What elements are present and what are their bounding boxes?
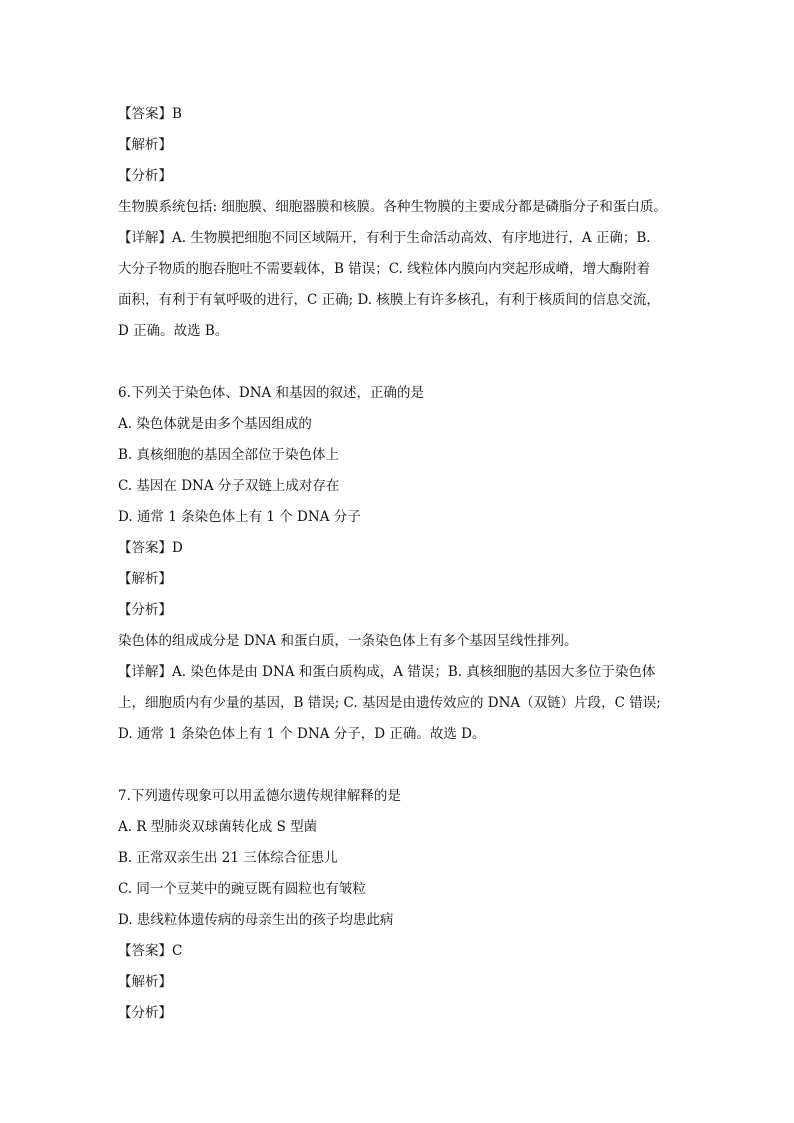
detail-line: 【详解】A. 染色体是由 DNA 和蛋白质构成，A 错误；B. 真核细胞的基因大多位于染色体: [118, 664, 656, 680]
detail-line: 【详解】A. 生物膜把细胞不同区域隔开，有利于生命活动高效、有序地进行，A 正确；B.: [118, 230, 651, 246]
analysis-heading: 【解析】: [118, 571, 172, 587]
option-c: C. 基因在 DNA 分子双链上成对存在: [118, 478, 340, 494]
detail-line: 面积，有利于有氧呼吸的进行，C 正确; D. 核膜上有许多核孔，有利于核质间的信息交流，: [118, 292, 660, 308]
option-d: D. 通常 1 条染色体上有 1 个 DNA 分子: [118, 509, 361, 525]
document-content: [118, 99, 678, 1029]
option-b: B. 正常双亲生出 21 三体综合征患儿: [118, 850, 338, 866]
question-stem: 6.下列关于染色体、DNA 和基因的叙述，正确的是: [118, 385, 425, 401]
detail-paragraph: [118, 657, 678, 750]
option-c: C. 同一个豆荚中的豌豆既有圆粒也有皱粒: [118, 881, 366, 897]
fenxi-text: 染色体的组成成分是 DNA 和蛋白质，一条染色体上有多个基因呈线性排列。: [118, 633, 578, 649]
analysis-heading: 【解析】: [118, 137, 172, 153]
answer-line: 【答案】D: [118, 540, 183, 556]
detail-line: D. 通常 1 条染色体上有 1 个 DNA 分子，D 正确。故选 D。: [118, 726, 486, 742]
question-stem: 7.下列遗传现象可以用孟德尔遗传规律解释的是: [118, 788, 401, 804]
fenxi-text: 生物膜系统包括: 细胞膜、细胞器膜和核膜。各种生物膜的主要成分都是磷脂分子和蛋白质。: [118, 199, 667, 215]
question-5-solution: [118, 99, 678, 347]
detail-line: D 正确。故选 B。: [118, 323, 229, 339]
fenxi-heading: 【分析】: [118, 602, 172, 618]
analysis-heading: 【解析】: [118, 974, 172, 990]
question-7: [118, 781, 678, 1029]
spacer: [118, 750, 678, 781]
option-a: A. R 型肺炎双球菌转化成 S 型菌: [118, 819, 318, 835]
option-b: B. 真核细胞的基因全部位于染色体上: [118, 447, 340, 463]
answer-line: 【答案】B: [118, 106, 182, 122]
detail-line: 大分子物质的胞吞胞吐不需要载体，B 错误；C. 线粒体内膜向内突起形成嵴，增大酶附着: [118, 261, 651, 277]
option-d: D. 患线粒体遗传病的母亲生出的孩子均患此病: [118, 912, 394, 928]
fenxi-heading: 【分析】: [118, 1005, 172, 1021]
detail-line: 上，细胞质内有少量的基因，B 错误; C. 基因是由遗传效应的 DNA（双链）片段，C 错误;: [118, 695, 661, 711]
fenxi-heading: 【分析】: [118, 168, 172, 184]
answer-line: 【答案】C: [118, 943, 183, 959]
detail-paragraph: [118, 223, 678, 347]
spacer: [118, 347, 678, 378]
question-6: [118, 378, 678, 750]
option-a: A. 染色体就是由多个基因组成的: [118, 416, 312, 432]
